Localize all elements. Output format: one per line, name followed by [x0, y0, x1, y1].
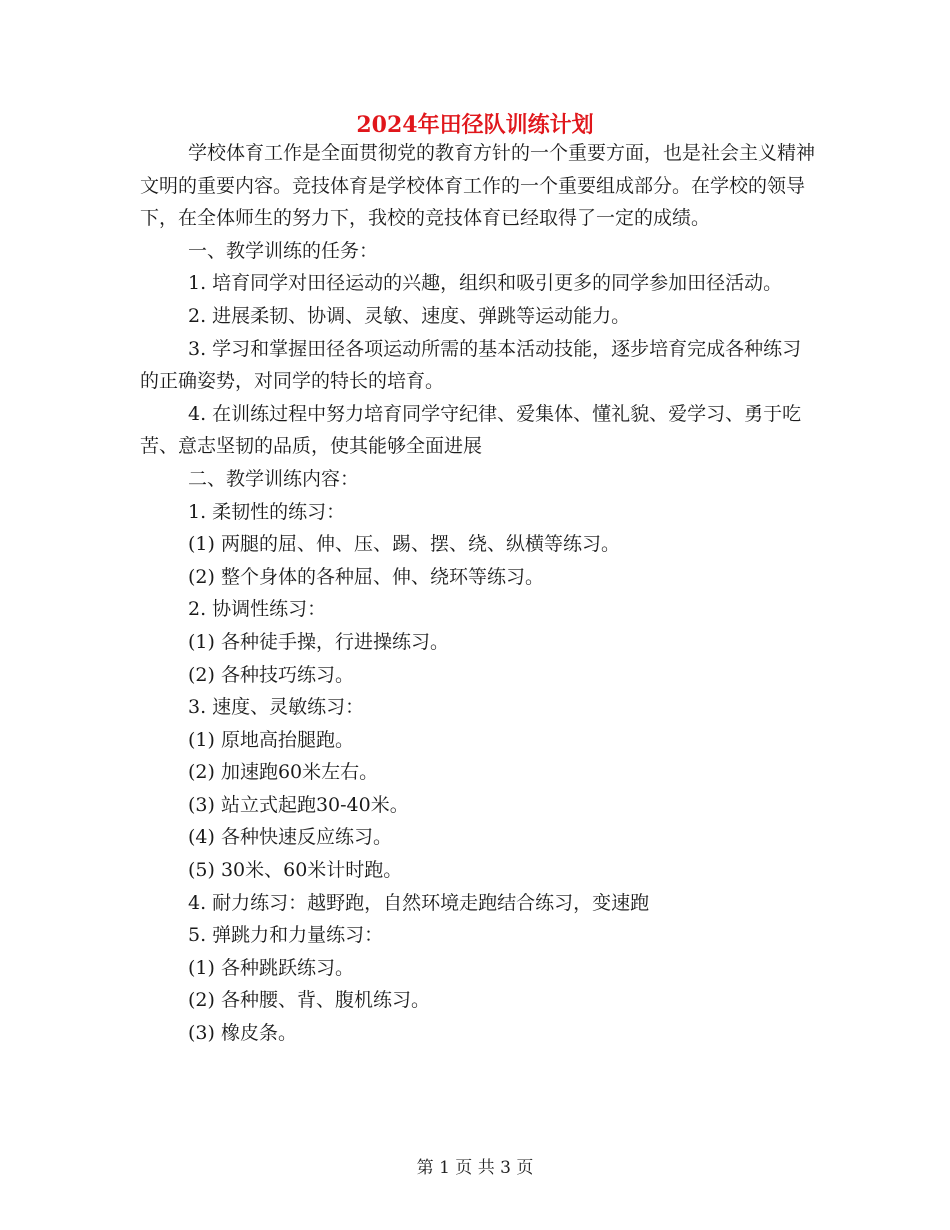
- content-line: (2) 各种腰、背、腹机练习。: [188, 989, 430, 1012]
- content-line: (2) 整个身体的各种屈、伸、绕环等练习。: [188, 565, 544, 588]
- content-line: (2) 加速跑60米左右。: [188, 761, 379, 784]
- task-item: 2. 进展柔韧、协调、灵敏、速度、弹跳等运动能力。: [188, 304, 631, 327]
- content-line: (1) 原地高抬腿跑。: [188, 728, 354, 751]
- task-item: 4. 在训练过程中努力培育同学守纪律、爱集体、懂礼貌、爱学习、勇于吃苦、意志坚韧的品质，使其能够全面进展: [140, 402, 802, 458]
- document-body: [140, 137, 820, 1050]
- content-line: (4) 各种快速反应练习。: [188, 826, 392, 849]
- section-heading-content: 二、教学训练内容：: [188, 467, 360, 490]
- content-line: (1) 各种跳跃练习。: [188, 956, 354, 979]
- content-line: (3) 橡皮条。: [188, 1022, 297, 1045]
- task-item: 1. 培育同学对田径运动的兴趣，组织和吸引更多的同学参加田径活动。: [188, 272, 783, 295]
- document-title: 2024年田径队训练计划: [356, 112, 594, 138]
- content-line: 1. 柔韧性的练习：: [188, 500, 346, 523]
- content-line: 2. 协调性练习：: [188, 598, 327, 621]
- task-item: 3. 学习和掌握田径各项运动所需的基本活动技能，逐步培育完成各种练习的正确姿势，对同学的特长的培育。: [140, 337, 802, 393]
- content-line: (1) 各种徒手操，行进操练习。: [188, 630, 449, 653]
- content-line: 3. 速度、灵敏练习：: [188, 696, 365, 719]
- content-line: (1) 两腿的屈、伸、压、踢、摆、绕、纵横等练习。: [188, 533, 620, 556]
- content-line: 4. 耐力练习：越野跑，自然环境走跑结合练习，变速跑: [188, 891, 650, 914]
- content-line: (3) 站立式起跑30-40米。: [188, 793, 409, 816]
- content-line: 5. 弹跳力和力量练习：: [188, 924, 384, 947]
- intro-paragraph: 学校体育工作是全面贯彻党的教育方针的一个重要方面，也是社会主义精神文明的重要内容。竞技体育是学校体育工作的一个重要组成部分。在学校的领导下，在全体师生的努力下，我校的竞技体育已经取得了一定的成绩。: [140, 142, 816, 230]
- content-line: (5) 30米、60米计时跑。: [188, 859, 403, 882]
- content-line: (2) 各种技巧练习。: [188, 663, 354, 686]
- page-footer: 第 1 页 共 3 页: [416, 1158, 534, 1178]
- section-heading-tasks: 一、教学训练的任务：: [188, 239, 379, 262]
